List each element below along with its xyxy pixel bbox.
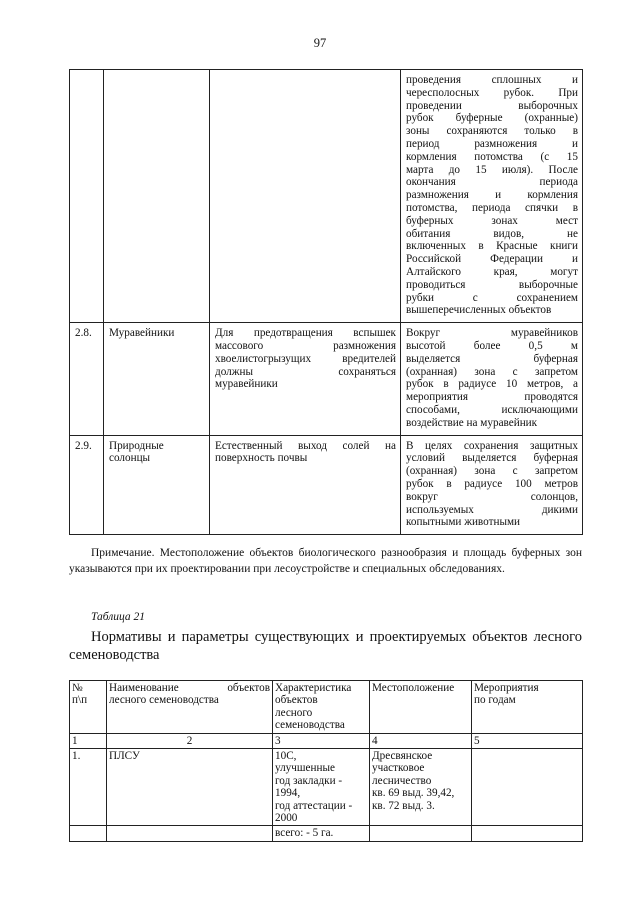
text-line: рубок в радиусе 100 метров bbox=[406, 477, 578, 490]
text-line: должны сохраняться bbox=[215, 365, 396, 378]
text-line: размножения и кормления bbox=[406, 189, 578, 202]
text-line: рубки с сохранением bbox=[406, 291, 578, 304]
text-line: массового размножения bbox=[215, 339, 396, 352]
text-line: Российской Федерации и bbox=[406, 253, 578, 266]
numbering-cell: 1 bbox=[70, 733, 107, 748]
page-number: 97 bbox=[313, 36, 327, 50]
text-line: объектов bbox=[275, 694, 318, 707]
text-line: Характеристика bbox=[275, 682, 352, 694]
header-cell bbox=[107, 681, 273, 734]
text-line: 2000 bbox=[275, 812, 298, 825]
text-line: рубок в радиусе 10 метров, а bbox=[406, 378, 578, 391]
text-line: Дресвянское bbox=[372, 750, 433, 763]
text-line: солонцы bbox=[109, 452, 151, 465]
numbering-cell: 5 bbox=[472, 733, 583, 748]
table-numbering-row bbox=[70, 733, 583, 748]
text-line: Вокруг муравейников bbox=[406, 327, 578, 340]
text-line: поверхность почвы bbox=[215, 452, 308, 465]
text-line: год закладки - bbox=[275, 774, 343, 787]
table-cell bbox=[472, 826, 583, 841]
text-line: рубок буферные (охранные) bbox=[406, 112, 578, 125]
table-header-row bbox=[70, 681, 583, 734]
text-line: № bbox=[72, 682, 83, 694]
text-line: мероприятия проводятся bbox=[406, 391, 578, 404]
text-line: лесничество bbox=[372, 774, 432, 787]
row-number: 2.8. bbox=[70, 323, 104, 435]
text-line: способами, исключающими bbox=[406, 403, 578, 416]
text-line: проводиться выборочные bbox=[406, 278, 578, 291]
table-cell bbox=[70, 70, 104, 323]
table-label: Таблица 21 bbox=[91, 611, 146, 623]
numbering-cell: 4 bbox=[370, 733, 472, 748]
row-number: 1. bbox=[70, 749, 107, 826]
text-line: улучшенные bbox=[275, 762, 335, 775]
text-line: марта до 15 июля). После bbox=[406, 163, 578, 176]
text-line: Мероприятия bbox=[474, 682, 539, 694]
total-cell: всего: - 5 га. bbox=[273, 826, 370, 841]
header-cell bbox=[273, 681, 370, 734]
text-line: п\п bbox=[72, 694, 88, 707]
object-name bbox=[104, 435, 210, 535]
text-line: используемых дикими bbox=[406, 503, 578, 516]
text-line: участковое bbox=[372, 762, 425, 775]
text-line: лесного bbox=[275, 706, 313, 719]
biodiversity-table-continuation bbox=[69, 69, 583, 535]
text-line: зоны сохраняются только в bbox=[406, 125, 578, 138]
table-cell bbox=[210, 70, 401, 323]
text-line: проведения сплошных и bbox=[406, 74, 578, 86]
text-line: Природные bbox=[109, 439, 164, 452]
header-cell bbox=[472, 681, 583, 734]
table-row bbox=[70, 749, 583, 826]
characteristics bbox=[273, 749, 370, 826]
text-line: буферных зонах мест bbox=[406, 214, 578, 227]
table-row bbox=[70, 323, 583, 435]
text-line: кормления потомства (с 15 bbox=[406, 150, 578, 163]
location bbox=[370, 749, 472, 826]
numbering-cell: 2 bbox=[107, 733, 273, 748]
text-line: семеноводства bbox=[275, 719, 345, 732]
text-line: кв. 72 выд. 3. bbox=[372, 799, 435, 812]
note bbox=[69, 546, 582, 577]
text-line: Наименование объектов bbox=[109, 682, 270, 694]
table-cell bbox=[70, 826, 107, 841]
table-title: Нормативы и параметры существующих и проектируемых объектов лесного семеноводства bbox=[69, 629, 582, 663]
text-line: Для предотвращения вспышек bbox=[215, 327, 396, 340]
continuation-cell bbox=[401, 70, 583, 323]
measure-text bbox=[210, 323, 401, 435]
text-line: проведении выборочных bbox=[406, 99, 578, 112]
text-line: воздействие на муравейник bbox=[406, 416, 538, 429]
text-line: выделяется буферная bbox=[406, 352, 578, 365]
text-line: В целях сохранения защитных bbox=[406, 439, 578, 452]
text-line: 10С, bbox=[275, 750, 297, 763]
table-row bbox=[70, 435, 583, 535]
object-name: Муравейники bbox=[104, 323, 210, 435]
text-line: кв. 69 выд. 39,42, bbox=[372, 787, 455, 800]
text-line: (охранная) зона с запретом bbox=[406, 365, 578, 378]
buffer-text bbox=[401, 323, 583, 435]
text-line: высотой более 0,5 м bbox=[406, 339, 578, 352]
table-row bbox=[70, 826, 583, 841]
text-line: обитания видов, не bbox=[406, 227, 578, 240]
text-line: период размножения и bbox=[406, 137, 578, 150]
text-line: Алтайского края, могут bbox=[406, 265, 578, 278]
table-cell bbox=[107, 826, 273, 841]
table-cell bbox=[104, 70, 210, 323]
text-line: по годам bbox=[474, 694, 516, 707]
text-line: копытными животными bbox=[406, 516, 521, 529]
table-cell bbox=[370, 826, 472, 841]
text-line: чересполосных рубок. При bbox=[406, 86, 578, 99]
measure-text bbox=[210, 435, 401, 535]
numbering-cell: 3 bbox=[273, 733, 370, 748]
text-line: вокруг солонцов, bbox=[406, 490, 578, 503]
row-number: 2.9. bbox=[70, 435, 104, 535]
seed-production-table bbox=[69, 680, 583, 842]
text-line: окончания периода bbox=[406, 176, 578, 189]
note-text: Примечание. Местоположение объектов биологического разнообразия и площадь буферных зон указываются при их проектировании при лесоустройстве и специальных обследованиях. bbox=[69, 547, 582, 575]
text-line: 1994, bbox=[275, 787, 301, 800]
text-line: потомства, периода спячки в bbox=[406, 201, 578, 214]
text-line: (охранная) зона с запретом bbox=[406, 465, 578, 478]
text-line: лесного семеноводства bbox=[109, 694, 219, 707]
text-line: условий выделяется буферная bbox=[406, 452, 578, 465]
text-line: Естественный выход солей на bbox=[215, 439, 396, 452]
text-line: хвоелистогрызущих вредителей bbox=[215, 352, 396, 365]
header-cell: Местоположение bbox=[370, 681, 472, 734]
events bbox=[472, 749, 583, 826]
header-cell bbox=[70, 681, 107, 734]
text-line: год аттестации - bbox=[275, 799, 353, 812]
text-line: включенных в Красные книги bbox=[406, 240, 578, 253]
continuation-text bbox=[403, 71, 580, 321]
text-line: муравейники bbox=[215, 378, 278, 391]
table-row bbox=[70, 70, 583, 323]
text-line: вышеперечисленных объектов bbox=[406, 304, 552, 317]
object-name: ПЛСУ bbox=[107, 749, 273, 826]
buffer-text bbox=[401, 435, 583, 535]
